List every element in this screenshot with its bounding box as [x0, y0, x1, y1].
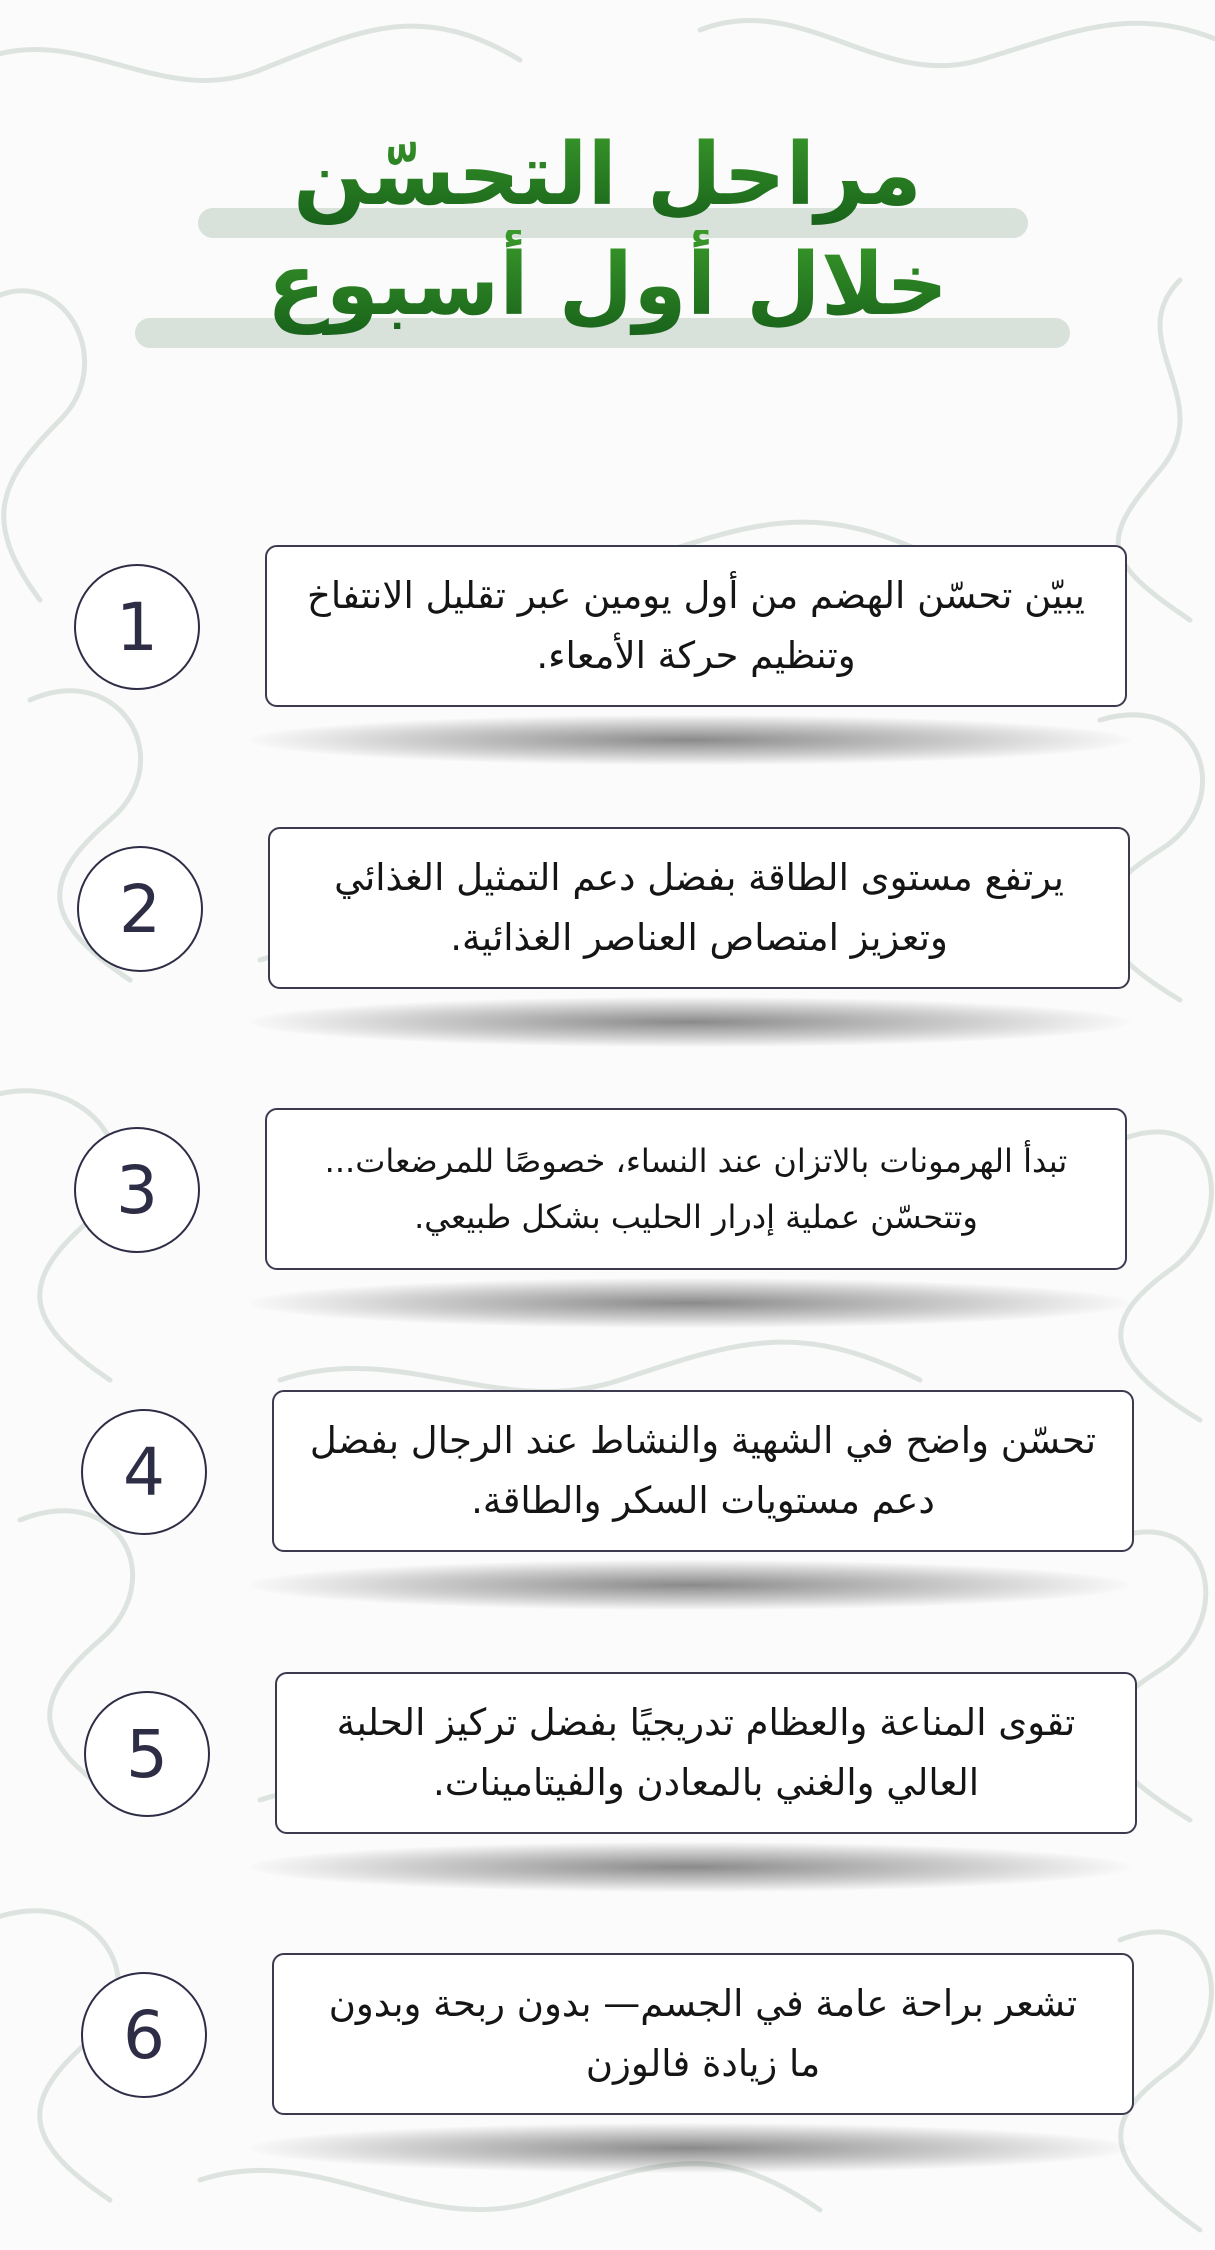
step-text: تحسّن واضح في الشهية والنشاط عند الرجال بفضل دعم مستويات السكر والطاقة.: [309, 1419, 1097, 1522]
step-number-badge: 5: [84, 1691, 210, 1817]
step-shadow: [250, 1560, 1130, 1610]
step-card: [265, 1108, 1127, 1270]
step-6: [0, 1953, 1215, 2183]
step-number-badge: 2: [77, 846, 203, 972]
step-number-badge: 1: [74, 564, 200, 690]
step-shadow: [250, 2123, 1130, 2173]
title-line-2: خلال أول أسبوع: [0, 230, 1215, 340]
step-1: [0, 545, 1215, 775]
page-title: [0, 110, 1215, 410]
step-card: [268, 827, 1130, 989]
step-shadow: [250, 1278, 1130, 1328]
step-card: [272, 1953, 1134, 2115]
step-text: تشعر براحة عامة في الجسم— بدون ربحة وبدون ما زيادة فالوزن: [328, 1982, 1078, 2085]
step-shadow: [250, 997, 1130, 1047]
step-text: تقوى المناعة والعظام تدريجيًا بفضل تركيز الحلبة العالي والغني بالمعادن والفيتامينات.: [336, 1701, 1076, 1804]
step-text: تبدأ الهرمونات بالاتزان عند النساء، خصوصًا للمرضعات... وتتحسّن عملية إدرار الحليب بشكل طبيعي.: [324, 1142, 1068, 1236]
step-text: يرتفع مستوى الطاقة بفضل دعم التمثيل الغذائي وتعزيز امتصاص العناصر الغذائية.: [334, 856, 1064, 959]
step-card: [275, 1672, 1137, 1834]
title-line-1: مراحل التحسّن: [0, 120, 1215, 230]
step-number-badge: 3: [74, 1127, 200, 1253]
step-number-badge: 6: [81, 1972, 207, 2098]
step-5: [0, 1672, 1215, 1902]
step-card: [265, 545, 1127, 707]
step-number-badge: 4: [81, 1409, 207, 1535]
step-4: [0, 1390, 1215, 1620]
step-shadow: [250, 715, 1130, 765]
step-shadow: [250, 1842, 1130, 1892]
step-3: [0, 1108, 1215, 1338]
step-2: [0, 827, 1215, 1057]
step-text: يبيّن تحسّن الهضم من أول يومين عبر تقليل الانتفاخ وتنظيم حركة الأمعاء.: [307, 574, 1085, 677]
step-card: [272, 1390, 1134, 1552]
